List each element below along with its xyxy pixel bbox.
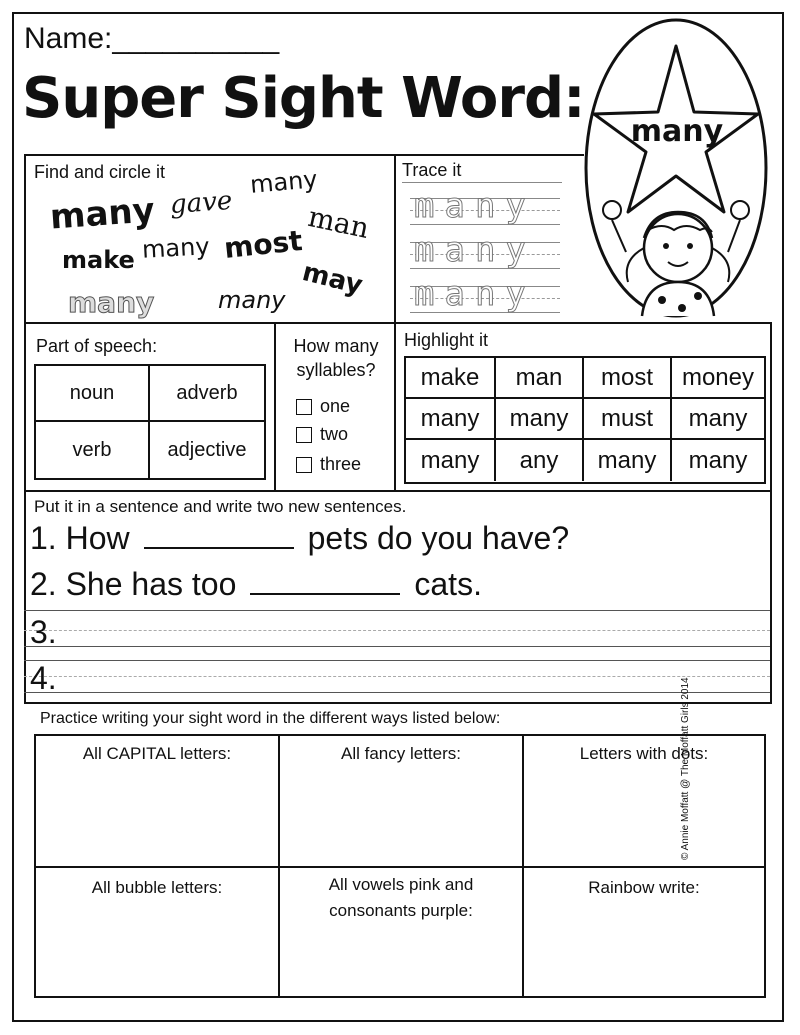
highlight-word[interactable]: make	[406, 358, 496, 399]
copyright-text: © Annie Moffatt @ The Moffatt Girls 2014	[680, 677, 691, 860]
trace-lines	[410, 186, 580, 322]
page-title: Super Sight Word:	[22, 66, 585, 131]
pos-option[interactable]: noun	[36, 366, 150, 422]
trace-label-underline	[402, 182, 562, 183]
word-choice[interactable]: man	[305, 199, 373, 246]
word-choice[interactable]: make	[62, 246, 135, 274]
find-circle-section	[24, 154, 394, 324]
word-choice[interactable]: many	[141, 232, 211, 264]
section-vertical-divider	[274, 322, 276, 490]
trace-line[interactable]	[410, 186, 580, 234]
sentence-line-2	[30, 566, 482, 603]
sentence-line-4[interactable]: 4.	[30, 660, 57, 696]
word-choice[interactable]: gave	[169, 185, 234, 221]
sight-word-star-label: many	[630, 114, 724, 149]
writing-line	[24, 610, 770, 611]
practice-cell-dots[interactable]: Letters with dots:	[579, 744, 709, 763]
content-left-border	[24, 154, 26, 702]
highlight-word[interactable]: many	[406, 440, 496, 481]
checkbox[interactable]	[296, 457, 312, 473]
mascot-oval	[582, 16, 770, 320]
practice-cell-bubble[interactable]: All bubble letters:	[91, 878, 223, 897]
section-divider	[24, 490, 772, 492]
highlight-word[interactable]: any	[496, 440, 584, 481]
highlight-word[interactable]: many	[688, 446, 748, 474]
writing-line	[24, 692, 770, 693]
trace-line[interactable]	[410, 230, 580, 278]
highlight-word[interactable]: many	[496, 399, 584, 440]
sentence-label: Put it in a sentence and write two new sentences.	[34, 497, 407, 516]
name-field[interactable]: Name:__________	[24, 22, 280, 55]
answer-blank[interactable]	[144, 543, 294, 549]
find-circle-label: Find and circle it	[34, 162, 166, 182]
practice-cell-vowels[interactable]: All vowels pink and consonants purple:	[328, 875, 474, 920]
part-of-speech-label: Part of speech:	[36, 336, 158, 356]
pos-option[interactable]: adverb	[150, 366, 264, 422]
syllable-option[interactable]: two	[296, 424, 348, 445]
pos-option[interactable]: adjective	[167, 438, 247, 461]
practice-cell-rainbow[interactable]: Rainbow write:	[588, 878, 700, 897]
writing-line	[24, 630, 770, 631]
syllable-option[interactable]: three	[296, 454, 361, 475]
word-choice[interactable]: most	[222, 223, 304, 266]
sentence-2-start: 2. She has too	[30, 566, 237, 602]
sentence-line-3[interactable]: 3.	[30, 614, 57, 650]
practice-cell-fancy[interactable]: All fancy letters:	[341, 744, 461, 763]
checkbox[interactable]	[296, 427, 312, 443]
section-divider	[24, 702, 772, 704]
pos-option[interactable]: verb	[36, 422, 150, 478]
sentence-1-start: 1. How	[30, 520, 130, 556]
practice-grid	[34, 734, 766, 998]
word-choice[interactable]: many	[68, 286, 155, 319]
highlight-word[interactable]: man	[496, 358, 584, 399]
word-choice[interactable]: many	[48, 190, 157, 238]
highlight-grid	[404, 356, 766, 484]
writing-line	[24, 676, 770, 677]
content-right-border	[770, 322, 772, 702]
section-divider	[24, 322, 772, 324]
word-choice[interactable]: may	[299, 257, 366, 301]
writing-line	[24, 660, 770, 661]
highlight-word[interactable]: many	[672, 399, 764, 440]
answer-blank[interactable]	[250, 589, 400, 595]
part-of-speech-grid	[34, 364, 266, 480]
highlight-word[interactable]: many	[584, 440, 672, 481]
sentence-1-end: pets do you have?	[307, 520, 570, 556]
syllables-label: How many syllables?	[293, 336, 379, 380]
highlight-word[interactable]: many	[406, 399, 496, 440]
section-vertical-divider	[394, 322, 396, 490]
practice-cell-capital[interactable]: All CAPITAL letters:	[82, 744, 232, 763]
trace-word: many	[414, 186, 536, 226]
word-choice[interactable]: many	[218, 286, 286, 314]
highlight-word[interactable]: most	[584, 358, 672, 399]
writing-line	[24, 646, 770, 647]
trace-word: many	[414, 274, 536, 314]
trace-word: many	[414, 230, 536, 270]
sentence-line-1	[30, 520, 569, 557]
trace-label: Trace it	[402, 160, 462, 180]
word-choice[interactable]: many	[248, 165, 319, 199]
sentence-2-end: cats.	[414, 566, 482, 602]
highlight-word[interactable]: must	[584, 399, 672, 440]
highlight-label: Highlight it	[404, 330, 489, 350]
checkbox[interactable]	[296, 399, 312, 415]
highlight-word[interactable]: money	[672, 358, 764, 399]
syllable-option[interactable]: one	[296, 396, 350, 417]
practice-label: Practice writing your sight word in the different ways listed below:	[40, 710, 501, 727]
trace-line[interactable]	[410, 274, 580, 322]
